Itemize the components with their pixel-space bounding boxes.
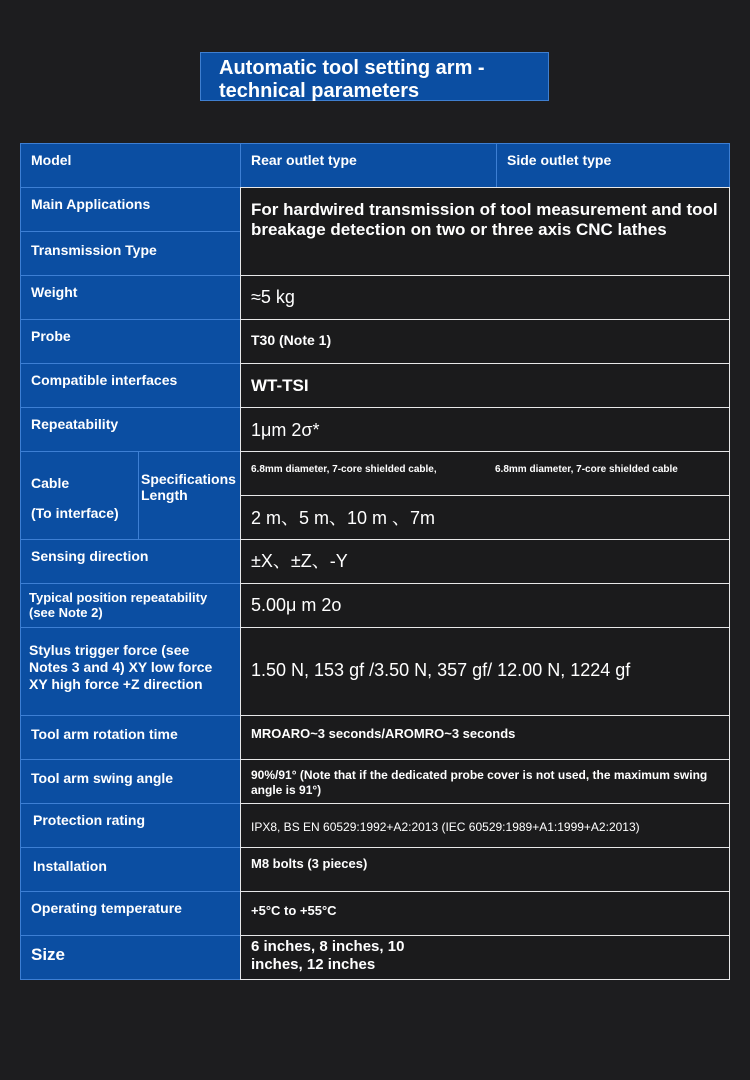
cable-sub-label: (To interface): [31, 505, 119, 521]
label-compatible-interfaces: Compatible interfaces: [20, 363, 241, 408]
label-weight: Weight: [20, 275, 241, 320]
label-probe: Probe: [20, 319, 241, 364]
label-sensing-direction: Sensing direction: [20, 539, 241, 584]
page-title: Automatic tool setting arm - technical parameters: [200, 52, 549, 101]
label-main-applications: Main Applications: [20, 187, 241, 232]
header-rear-outlet: Rear outlet type: [240, 143, 497, 188]
cable-label: Cable: [31, 475, 70, 491]
stylus-value: 1.50 N, 153 gf /3.50 N, 357 gf/ 12.00 N, 1224 gf: [240, 627, 730, 716]
length-value: 2 m、5 m、10 m 、7m: [240, 495, 730, 540]
label-protection-rating: Protection rating: [20, 803, 241, 848]
installation-value: M8 bolts (3 pieces): [240, 847, 730, 892]
spec-value-side: 6.8mm diameter, 7-core shielded cable: [495, 464, 678, 475]
length-label: Length: [141, 487, 188, 503]
temperature-value: +5°C to +55°C: [240, 891, 730, 936]
label-transmission-type: Transmission Type: [20, 231, 241, 276]
sensing-value: ±X、±Z、-Y: [240, 539, 730, 584]
interfaces-value: WT-TSI: [240, 363, 730, 408]
probe-value: T30 (Note 1): [240, 319, 730, 364]
label-swing-angle: Tool arm swing angle: [20, 759, 241, 804]
label-installation: Installation: [20, 847, 241, 892]
rotation-value: MROARO~3 seconds/AROMRO~3 seconds: [240, 715, 730, 760]
size-value: 6 inches, 8 inches, 10 inches, 12 inches: [240, 935, 730, 980]
swing-value: 90%/91° (Note that if the dedicated probe cover is not used, the maximum swing angle is 91°): [240, 759, 730, 804]
repeatability-value: 1μm 2σ*: [240, 407, 730, 452]
label-size: Size: [20, 935, 241, 980]
label-stylus-trigger-force: Stylus trigger force (see Notes 3 and 4) XY low force XY high force +Z direction: [20, 627, 241, 716]
specifications-value: [240, 451, 730, 496]
label-cable: [20, 451, 139, 540]
label-repeatability: Repeatability: [20, 407, 241, 452]
label-specifications: [138, 451, 241, 540]
specifications-label: Specifications: [141, 471, 236, 487]
header-model: Model: [20, 143, 241, 188]
header-side-outlet: Side outlet type: [496, 143, 730, 188]
spec-value-rear: 6.8mm diameter, 7-core shielded cable,: [251, 464, 437, 475]
label-operating-temperature: Operating temperature: [20, 891, 241, 936]
label-typical-repeatability: Typical position repeatability (see Note 2): [20, 583, 241, 628]
typical-value: 5.00μ m 2o: [240, 583, 730, 628]
protection-value: IPX8, BS EN 60529:1992+A2:2013 (IEC 60529:1989+A1:1999+A2:2013): [240, 803, 730, 848]
label-rotation-time: Tool arm rotation time: [20, 715, 241, 760]
applications-value: For hardwired transmission of tool measurement and tool breakage detection on two or three axis CNC lathes: [240, 187, 730, 276]
weight-value: ≈5 kg: [240, 275, 730, 320]
